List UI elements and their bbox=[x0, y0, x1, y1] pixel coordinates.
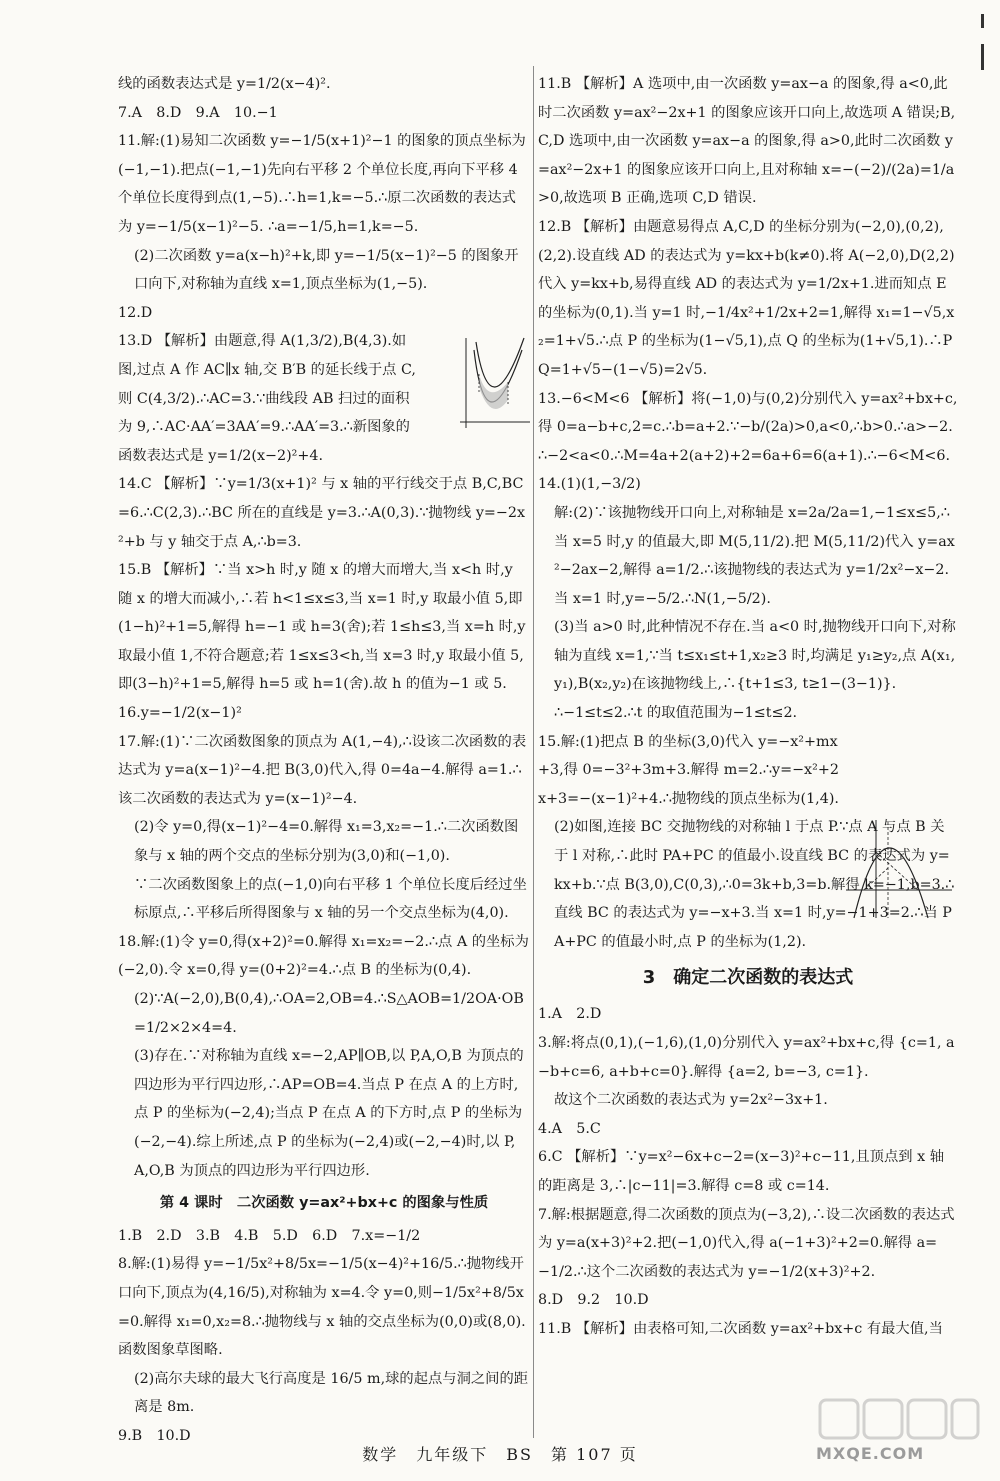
answer-q18-part3: (3)存在.∵对称轴为直线 x=−2,AP∥OB,以 P,A,O,B 为顶点的四边形为平行四边形,∴AP=OB=4.当点 P 在点 A 的上方时,点 P 的坐标为(−2,4);当点 P 在点 A 的下方时,点 P 的坐标为(−2,−4).综上所述,点 P 的坐标为(−2,4)或(−2,−4)时,以 P,A,O,B 为顶点的四边形为平行四边形. bbox=[134, 1048, 524, 1179]
answer-q8: 8.解:(1)易得 y=−1/5x²+8/5x=−1/5(x−4)²+16/5.∴抛物线开口向下,顶点为(4,16/5),对称轴为 x=4.令 y=0,则−1/5x²+8/5x=0.解得 x₁=0,x₂=8.∴抛物线与 x 轴的交点坐标为(0,0)或(8,0).函数图象草图略. bbox=[118, 1256, 526, 1359]
answer-q17: 17.解:(1)∵二次函数图象的顶点为 A(1,−4),∴设该二次函数的表达式为 y=a(x−1)²−4.把 B(3,0)代入,得 0=4a−4.解得 a=1.∴该二次函数的表达式为 y=(x−1)²−4. bbox=[118, 733, 527, 807]
answer-q16: 16.y=−1/2(x−1)² bbox=[118, 705, 242, 722]
answer-q12: 12.B 【解析】由题意易得点 A,C,D 的坐标分别为(−2,0),(0,2),(2,2).设直线 AD 的表达式为 y=kx+b(k≠0).将 A(−2,0),D(2,2)代入 y=kx+b,易得直线 AD 的表达式为 y=1/2x+1.进而知点 E 的坐标为(0,1).当 y=1 时,−1/4x²+1/2x+2=1,解得 x₁=1−√5,x₂=1+√5.∴点 P 的坐标为(1−√5,1),点 Q 的坐标为(1+√5,1).∴PQ=1+√5−(1−√5)=2√5. bbox=[538, 218, 955, 378]
answer-q15: 15.B 【解析】∵当 x>h 时,y 随 x 的增大而增大,当 x<h 时,y 随 x 的增大而减小,∴若 h<1≤x≤3,当 x=1 时,y 取最小值 5,即(1−h)²+1=5,解得 h=−1 或 h=3(舍);若 1≤h≤3,当 x=h 时,y 取最小值 1,不符合题意;若 1≤x≤3<h,当 x=3 时,y 取最小值 5,即(3−h)²+1=5,解得 h=5 或 h=1(舍).故 h 的值为−1 或 5. bbox=[118, 562, 526, 693]
answer-q8-part2: (2)高尔夫球的最大飞行高度是 16/5 m,球的起点与洞之间的距离是 8m. bbox=[134, 1370, 529, 1416]
answer-q11: 11.解:(1)易知二次函数 y=−1/5(x+1)²−1 的图象的顶点坐标为(−1,−1).把点(−1,−1)先向右平移 2 个单位长度,再向下平移 4 个单位长度得到点(1,−5).∴h=1,k=−5.∴原二次函数的表达式为 y=−1/5(x−1)²−5. ∴a=−1/5,h=1,k=−5. bbox=[118, 133, 526, 235]
page-footer: 数学 九年级下 BS 第 107 页 bbox=[362, 1445, 638, 1464]
column-divider bbox=[533, 66, 534, 1438]
answer-q18: 18.解:(1)令 y=0,得(x+2)²=0.解得 x₁=x₂=−2.∴点 A 的坐标为(−2,0).令 x=0,得 y=(0+2)²=4.∴点 B 的坐标为(0,4). bbox=[118, 933, 529, 979]
answer-line: 4.A 5.C bbox=[538, 1120, 601, 1137]
answer-q13: 13.D 【解析】由题意,得 A(1,3/2),B(4,3).如图,过点 A 作 AC∥x 轴,交 B′B 的延长线于点 C,则 C(4,3/2).∴AC=3.∵曲线段 AB 扫过的面积为 9,∴AC·AA′=3AA′=9.∴AA′=3.∴新图象的函数表达式是 y=1/2(x−2)²+4. bbox=[118, 333, 416, 464]
answer-line: 9.B 10.D bbox=[118, 1427, 191, 1444]
answer-q17-part2: (2)令 y=0,得(x−1)²−4=0.解得 x₁=3,x₂=−1.∴二次函数图象与 x 轴的两个交点的坐标分别为(3,0)和(−1,0). bbox=[134, 819, 519, 865]
answer-q11-next: 11.B 【解析】由表格可知,二次函数 y=ax²+bx+c 有最大值,当 bbox=[538, 1320, 943, 1337]
answer-q14-conclusion: ∴−1≤t≤2.∴t 的取值范围为−1≤t≤2. bbox=[554, 705, 798, 722]
answer-line: 8.D 9.2 10.D bbox=[538, 1292, 649, 1309]
answer-q13: 13.−6<M<6 【解析】将(−1,0)与(0,2)分别代入 y=ax²+bx+c,得 0=a−b+c,2=c.∴b=a+2.∵−b/(2a)>0,a<0,∴b>0.∴a>−2.∴−2<a<0.∴M=4a+2(a+2)+2=6a+6=6(a+1).∴−6<M<6. bbox=[538, 390, 958, 464]
answer-q14: 14.C 【解析】∵y=1/3(x+1)² 与 x 轴的平行线交于点 B,C,BC=6.∴C(2,3).∴BC 所在的直线是 y=3.∴A(0,3).∵抛物线 y=−2x²+b 与 y 轴交于点 A,∴b=3. bbox=[118, 476, 526, 550]
answer-q11-part2: (2)二次函数 y=a(x−h)²+k,即 y=−1/5(x−1)²−5 的图象开口向下,对称轴为直线 x=1,顶点坐标为(1,−5). bbox=[134, 247, 519, 293]
answer-line: 7.A 8.D 9.A 10.−1 bbox=[118, 104, 278, 121]
answer-line: 1.B 2.D 3.B 4.B 5.D 6.D 7.x=−1/2 bbox=[118, 1227, 421, 1244]
right-column bbox=[538, 70, 958, 1344]
answer-q11: 11.B 【解析】A 选项中,由一次函数 y=ax−a 的图象,得 a<0,此时二次函数 y=ax²−2x+1 的图象应该开口向上,故选项 A 错误;B,C,D 选项中,由一次函数 y=ax−a 的图象,得 a>0,此时二次函数 y=ax²−2x+1 的图象应该开口向上,且对称轴 x=−(−2)/(2a)=1/a>0,故选项 B 正确,选项 C,D 错误. bbox=[538, 76, 956, 207]
answer-line: 线的函数表达式是 y=1/2(x−4)². bbox=[118, 76, 331, 92]
answer-q14: 14.(1)(1,−3/2) bbox=[538, 476, 641, 493]
answer-q3-conclusion: 故这个二次函数的表达式为 y=2x²−3x+1. bbox=[554, 1092, 828, 1109]
answer-q12: 12.D bbox=[118, 304, 153, 321]
answer-line: 1.A 2.D bbox=[538, 1006, 602, 1023]
lesson4-heading: 第 4 课时 二次函数 y=ax²+bx+c 的图象与性质 bbox=[159, 1195, 489, 1212]
answer-q17-part3: ∵二次函数图象上的点(−1,0)向右平移 1 个单位长度后经过坐标原点,∴平移后所得图象与 x 轴的另一个交点坐标为(4,0). bbox=[134, 876, 527, 922]
answer-q15-part2: (2)如图,连接 BC 交抛物线的对称轴 l 于点 P.∵点 A 与点 B 关于 l 对称,∴此时 PA+PC 的值最小.设直线 BC 的表达式为 y=kx+b.∵点 B(3,0),C(0,3),∴0=3k+b,3=b.解得 k=−1,b=3.∴直线 BC 的表达式为 y=−x+3.当 x=1 时,y=−1+3=2.∴当 PA+PC 的值最小时,点 P 的坐标为(1,2). bbox=[554, 819, 955, 950]
answer-q7: 7.解:根据题意,得二次函数的顶点为(−3,2),∴设二次函数的表达式为 y=a(x+3)²+2.把(−1,0)代入,得 a(−1+3)²+2=0.解得 a=−1/2.∴这个二次函数的表达式为 y=−1/2(x+3)²+2. bbox=[538, 1206, 955, 1280]
q15-parabola-figure bbox=[842, 818, 954, 920]
page-edge-marks bbox=[980, 14, 986, 74]
left-column bbox=[118, 70, 530, 1451]
answer-q14-part2: 解:(2)∵该抛物线开口向上,对称轴是 x=2a/2a=1,−1≤x≤5,∴当 x=5 时,y 的值最大,即 M(5,11/2).把 M(5,11/2)代入 y=ax²−2ax−2,解得 a=1/2.∴该抛物线的表达式为 y=1/2x²−x−2.当 x=1 时,y=−5/2.∴N(1,−5/2). bbox=[554, 504, 955, 607]
answer-q15: 15.解:(1)把点 B 的坐标(3,0)代入 y=−x²+mx+3,得 0=−3²+3m+3.解得 m=2.∴y=−x²+2x+3=−(x−1)²+4.∴抛物线的顶点坐标为(1,4). bbox=[538, 733, 839, 807]
answer-q6: 6.C 【解析】∵y=x²−6x+c−2=(x−3)²+c−11,且顶点到 x 轴的距离是 3,∴|c−11|=3.解得 c=8 或 c=14. bbox=[538, 1149, 945, 1194]
answer-q3: 3.解:将点(0,1),(−1,6),(1,0)分别代入 y=ax²+bx+c,得 {c=1, a−b+c=6, a+b+c=0}.解得 {a=2, b=−3, c=1}. bbox=[538, 1035, 955, 1080]
watermark-text: MXQE.COM bbox=[816, 1444, 925, 1463]
answer-q18-part2: (2)∵A(−2,0),B(0,4),∴OA=2,OB=4.∴S△AOB=1/2OA·OB=1/2×2×4=4. bbox=[134, 991, 524, 1036]
answer-q14-part3: (3)当 a>0 时,此种情况不存在.当 a<0 时,抛物线开口向下,对称轴为直线 x=1,∵当 t≤x₁≤t+1,x₂≥3 时,均满足 y₁≥y₂,点 A(x₁,y₁),B(x₂,y₂)在该抛物线上,∴{t+1≤3, t≥1−(3−1)}. bbox=[554, 619, 956, 693]
section3-heading: 3 确定二次函数的表达式 bbox=[642, 967, 854, 989]
q13-parabola-figure bbox=[452, 334, 534, 430]
